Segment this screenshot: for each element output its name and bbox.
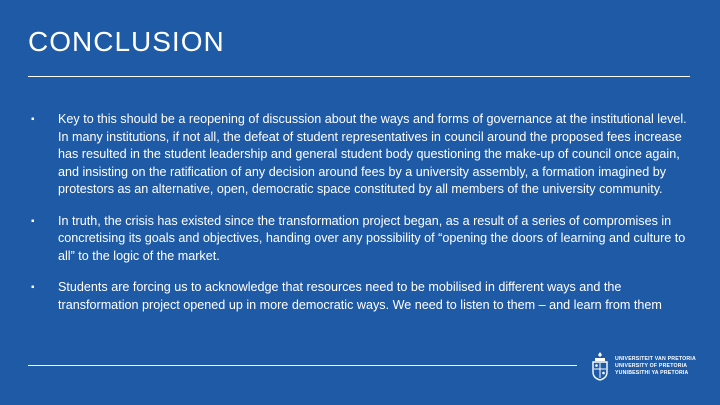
university-crest-icon: [591, 351, 609, 381]
slide-title: CONCLUSION: [28, 26, 225, 57]
footer-divider: [28, 365, 577, 366]
bullet-marker-icon: ▪: [31, 215, 35, 227]
title-divider: [28, 76, 690, 77]
bullet-item: [28, 111, 688, 199]
bullet-item: [28, 279, 688, 314]
logo-line: YUNIBESITHI YA PRETORIA: [615, 369, 689, 376]
bullet-marker-icon: ▪: [31, 114, 35, 125]
logo-line: UNIVERSITY OF PRETORIA: [615, 362, 688, 369]
bullet-text: Students are forcing us to acknowledge that resources need to be mobilised in different ways and the transformation project opened up in more democratic ways. We need to listen to them – and learn from them: [58, 280, 662, 312]
bullet-item: [28, 213, 688, 266]
bullet-list: [28, 111, 688, 328]
university-logo: [591, 350, 696, 382]
bullet-text: In truth, the crisis has existed since the transformation project began, as a result of a series of compromises in concretising its goals and objectives, handing over any possibility of “opening the doors of learning and culture to all” to the logic of the market.: [58, 213, 686, 263]
bullet-text: Key to this should be a reopening of discussion about the ways and forms of governance at the institutional level. In many institutions, if not all, the defeat of student representatives in council around the proposed fees increase has resulted in the student leadership and general student body questioning the make-up of council once again, and insisting on the ratification of any decision around fees by a university assembly, a formation imagined by protestors as an alternative, open, democratic space constituted by all members of the university community.: [58, 112, 687, 196]
logo-line: UNIVERSITEIT VAN PRETORIA: [615, 355, 696, 362]
bullet-marker-icon: ▪: [31, 282, 35, 293]
